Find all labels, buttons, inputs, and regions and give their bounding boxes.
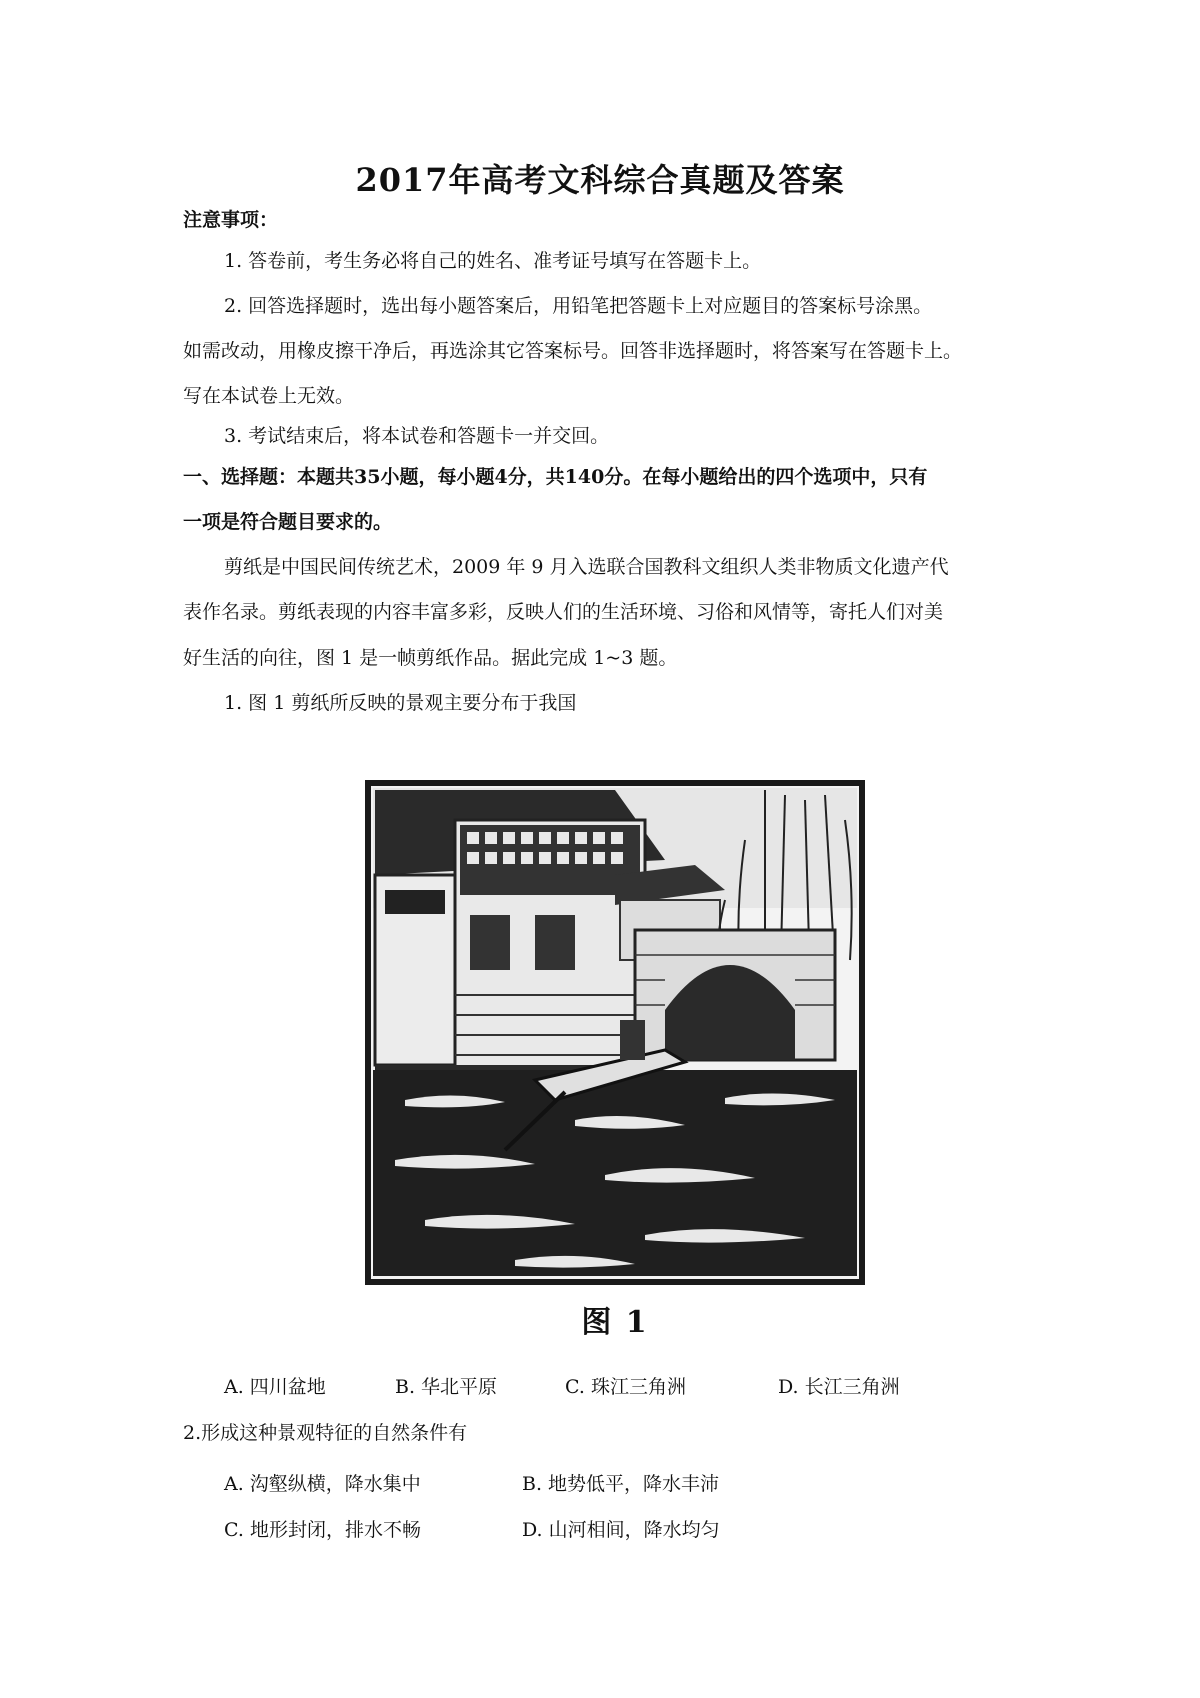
- notice-item-3: 3. 考试结束后，将本试卷和答题卡一并交回。: [224, 425, 610, 447]
- papercut-figure: [365, 780, 865, 1285]
- figure-caption: 图 1: [581, 1305, 649, 1340]
- q2-option-a: A. 沟壑纵横，降水集中: [224, 1473, 421, 1495]
- passage-line-1: 剪纸是中国民间传统艺术，2009 年 9 月入选联合国教科文组织人类非物质文化遗产代: [224, 556, 949, 578]
- notice-item-2-cont: 如需改动，用橡皮擦干净后，再选涂其它答案标号。回答非选择题时，将答案写在答题卡上。: [183, 340, 963, 362]
- river-water-illustration: [373, 1070, 857, 1276]
- section-heading: 一、选择题：本题共35小题，每小题4分，共140分。在每小题给出的四个选项中，只有: [183, 466, 928, 488]
- arch-bridge-illustration: [635, 930, 835, 1060]
- page-title: 2017年高考文科综合真题及答案: [355, 161, 845, 199]
- passage-line-2: 表作名录。剪纸表现的内容丰富多彩，反映人们的生活环境、习俗和风情等，寄托人们对美: [183, 601, 944, 623]
- notice-item-2: 2. 回答选择题时，选出每小题答案后，用铅笔把答题卡上对应题目的答案标号涂黑。: [224, 295, 933, 317]
- q2-option-d: D. 山河相间，降水均匀: [522, 1519, 720, 1541]
- notice-heading: 注意事项：: [183, 209, 279, 231]
- q1-option-d: D. 长江三角洲: [778, 1376, 900, 1398]
- question-2-stem: 2.形成这种景观特征的自然条件有: [183, 1422, 468, 1444]
- passage-line-3: 好生活的向往，图 1 是一帧剪纸作品。据此完成 1~3 题。: [183, 647, 678, 669]
- notice-item-1: 1. 答卷前，考生务必将自己的姓名、准考证号填写在答题卡上。: [224, 250, 762, 272]
- q1-option-a: A. 四川盆地: [224, 1376, 326, 1398]
- notice-item-2-end: 写在本试卷上无效。: [183, 385, 355, 407]
- question-1-stem: 1. 图 1 剪纸所反映的景观主要分布于我国: [224, 692, 577, 714]
- q2-option-b: B. 地势低平，降水丰沛: [522, 1473, 720, 1495]
- q1-option-c: C. 珠江三角洲: [565, 1376, 686, 1398]
- q1-option-b: B. 华北平原: [395, 1376, 498, 1398]
- q2-option-c: C. 地形封闭，排水不畅: [224, 1519, 421, 1541]
- section-heading-cont: 一项是符合题目要求的。: [183, 511, 393, 533]
